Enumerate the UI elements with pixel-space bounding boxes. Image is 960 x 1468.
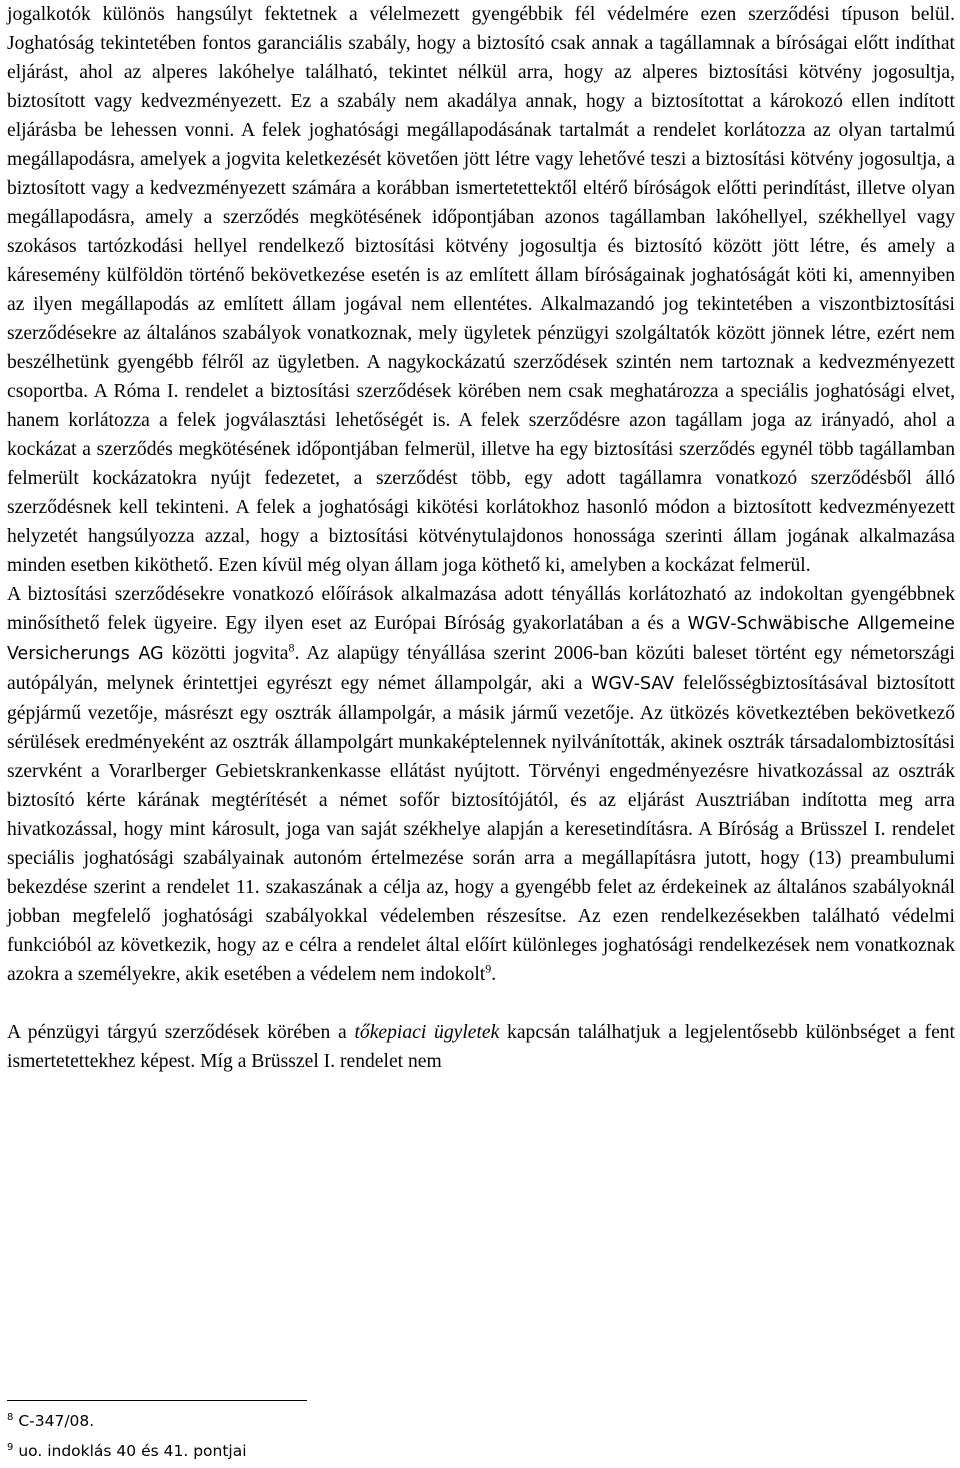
text-span: A pénzügyi tárgyú szerződések körében a [7,1022,355,1043]
text-span: . [491,964,497,985]
company-name: WGV‑Schwäbische Allgemeine Versicherungs AG [7,614,955,664]
text-span: felelősségbiztosításával biztosított gépjármű vezetője, másrészt egy osztrák állampolgár, a másik jármű vezetője. Az ütközés következtében bekövetkező sérülések eredményeként az osztrák állampolgárt munkaképtelennek nyilvánították, akinek osztrák társadalombiztosítási szervként a Vorarlberger Gebietskrankenkasse ellátást nyújtott. Törvényi engedményezésre hivatkozással az osztrák biztosító kérte kárának megtérítését a német sofőr biztosítójától, és az eljárást Ausztriában indította meg arra hivatkozással, hogy mint károsult, joga van saját székhelye alapján a keresetindításra. A Bíróság a Brüsszel I. rendelet speciális joghatósági szabályainak autonóm értelmezése során arra a megállapításra jutott, hogy (13) preambulumi bekezdése szerint a rendelet 11. szakaszának a célja az, hogy a gyengébb felet az érdekeinek az általános szabályoknál jobban megfelelő joghatósági szabályokkal védelemben részesítse. Az ezen rendelkezésekben található védelmi funkcióból az következik, hogy az e célra a rendelet által előírt különleges joghatósági rendelkezések nem vonatkoznak azokra a személyekre, akik esetében a védelem nem indokolt [7,673,955,985]
text-span: A felek joghatósági megállapodásának tartalmát a rendelet korlátozza az olyan tartalmú megállapodásra, amelyek a jogvita keletkezését követően jött létre vagy lehetővé teszi a biztosítási kötvény jogosultja, a biztosított vagy a kedvezményezett számára a korábban ismertetettektől eltérő bíróságok előtti perindítást, illetve olyan megállapodásra, amely a szerződés megkötésének időpontjában azonos tagállamban lakóhellyel, székhellyel vagy szokásos tartózkodási hellyel rendelkező biztosítási kötvény jogosultja és biztosító között jött létre, és amely a káresemény külföldön történő bekövetkezése esetén is az említett állam bíróságainak joghatóságát köti ki, amennyiben az ilyen megállapodás az említett állam jogával nem ellentétes. Alkalmazandó jog tekintetében a viszontbiztosítási szerződésekre az általános szabályok vonatkoznak, mely ügyletek pénzügyi szolgáltatók között jönnek létre, ezért nem beszélhetünk gyengébb félről az ügyletben. A nagykockázatú szerződések szintén nem tartoznak a kedvezményezett csoportba. A Róma I. rendelet a biztosítási szerződések körében nem csak meghatározza a speciális joghatósági elvet, hanem korlátozza a felek jogválasztási lehetőségét is. A felek szerződésre azon tagállam joga az irányadó, ahol a kockázat a szerződés megkötésének időpontjában felmerül, illetve ha egy biztosítási szerződés egynél több tagállamban felmerült kockázatokra nyújt fedezetet, a szerződést több, egy adott tagállamra vonatkozó szerződésből álló szerződésnek kell tekinteni. A felek a joghatósági kikötési korlátokhoz hasonló módon a biztosított kedvezményezett helyzetét hangsúlyozza azzal, hogy a biztosítási kötvénytulajdonos honossága szerinti állam jogának alkalmazása minden esetben kiköthető. Ezen kívül még olyan állam joga köthető ki, amelyben a kockázat felmerül. [7,120,956,576]
footnote-ref-9[interactable]: 9 [485,961,492,976]
text-span: jogalkotók különös hangsúlyt fektetnek a vélelmezett gyengébbik fél védelmére ezen szerződési típuson belül. Joghatóság tekintetében fontos garanciális szabály, hogy a biztosító csak annak a tagállamnak a bíróságai előtt indíthat eljárást, ahol az alperes lakóhelye [7,4,955,83]
footnote-text: uo. indoklás 40 és 41. pontjai [18,1442,247,1460]
document-page [7,0,955,1076]
text-span: . Az alapügy tényállása szerint 2006-ban közúti baleset történt egy németországi autópályán, melynek érintettjei egyrészt egy német állampolgár, aki a [7,643,956,694]
company-abbrev: WGV‑SAV [591,674,675,694]
footnote-number: 9 [7,1441,14,1453]
text-span: közötti jogvita [163,643,289,664]
footnote-text: C‑347/08. [18,1412,95,1430]
text-span: A biztosítási szerződésekre vonatkozó előírások alkalmazása adott tényállás korlátozható az indokoltan gyengébbnek minősíthető felek ügyeire. Egy ilyen eset az Európai Bíróság gyakorlatában a és a [7,584,955,634]
footnote-9 [7,1436,607,1466]
footnote-separator [7,1400,307,1401]
paragraph-gap [7,989,955,1018]
body-paragraph-1 [7,0,955,580]
footnote-8 [7,1406,607,1436]
footnote-ref-8[interactable]: 8 [288,640,295,655]
text-span: kapcsán találhatjuk a legjelentősebb különbséget a fent ismertetettekhez képest. Míg a Brüsszel I. rendelet nem [7,1022,956,1072]
body-paragraph-2 [7,580,955,989]
body-paragraph-3 [7,1018,955,1076]
emphasis-term: tőkepiaci ügyletek [354,1022,500,1043]
footnote-number: 8 [7,1411,14,1423]
text-span: található, tekintet nélkül arra, hogy az alperes biztosítási kötvény jogosultja, biztosított vagy kedvezményezett. Ez a szabály nem akadálya annak, hogy a biztosítottat a károkozó ellen indított eljárásba be lehessen vonni. [7,62,955,141]
footnotes [7,1406,607,1466]
